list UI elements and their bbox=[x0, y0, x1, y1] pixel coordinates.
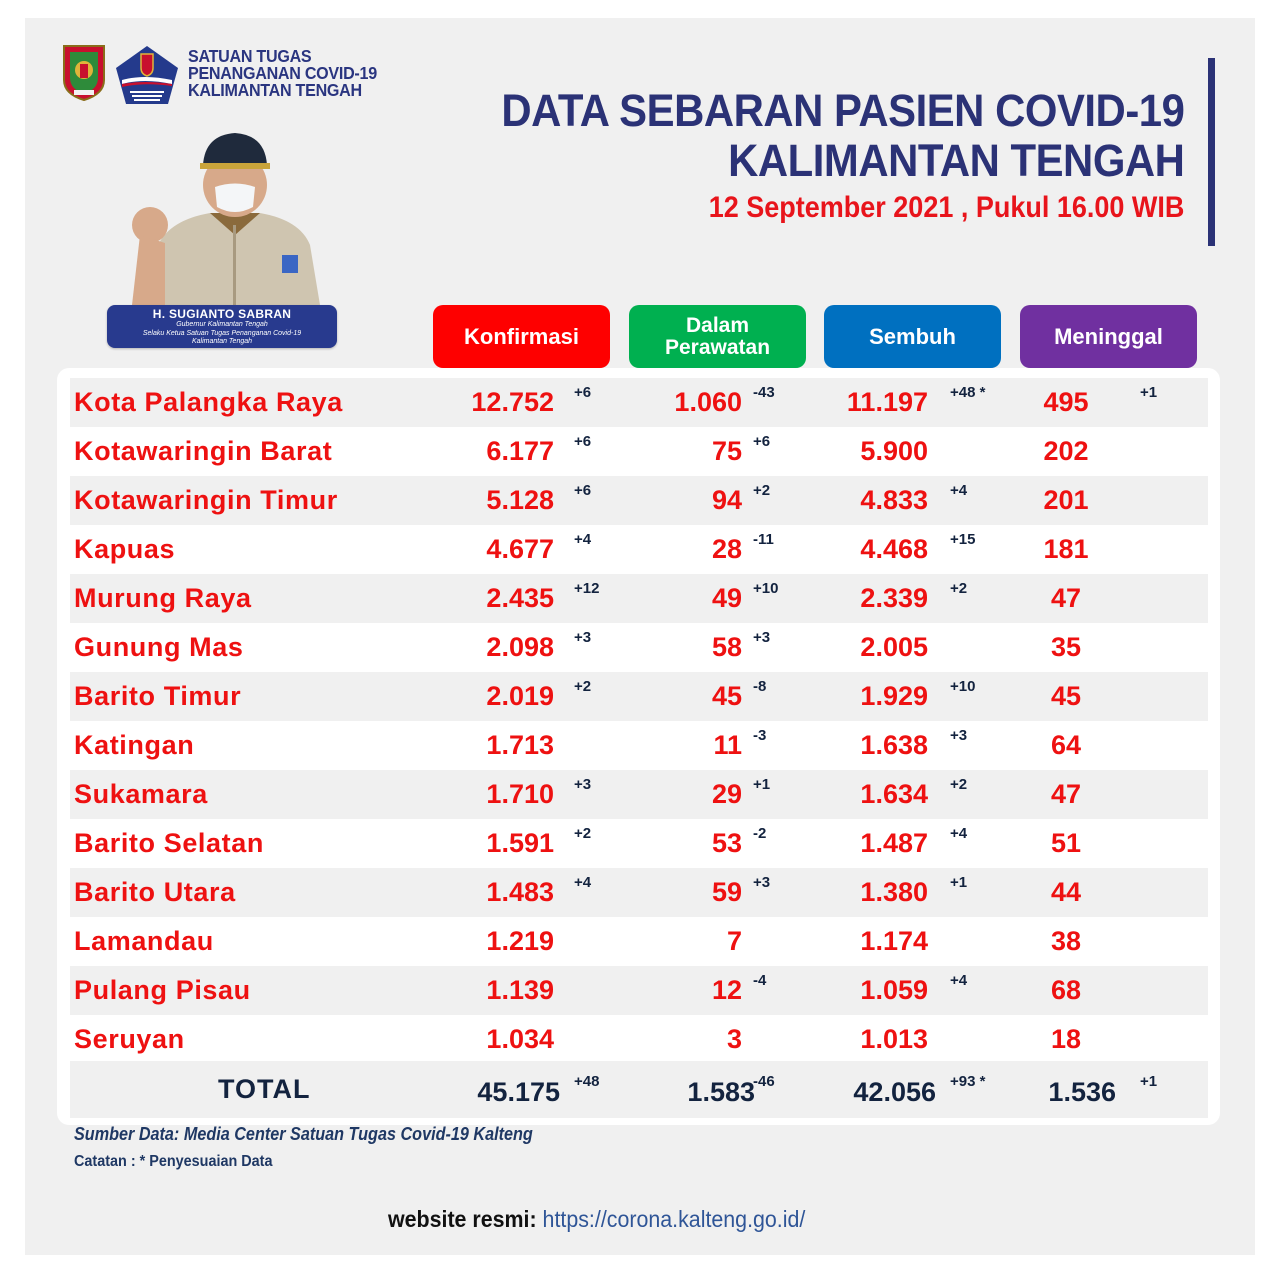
konfirmasi-value: 4.677 bbox=[486, 534, 554, 564]
perawatan-delta: +1 bbox=[753, 776, 771, 793]
perawatan-value: 29 bbox=[711, 779, 742, 809]
perawatan-delta: +10 bbox=[753, 580, 779, 597]
sembuh-value: 1.487 bbox=[860, 828, 928, 858]
konfirmasi-value: 1.710 bbox=[486, 779, 554, 809]
konfirmasi-value: 2.098 bbox=[486, 632, 554, 662]
table-row bbox=[70, 917, 1208, 966]
governor-title: Selaku Ketua Satuan Tugas Penanganan Covid-19 bbox=[142, 329, 302, 337]
total-perawatan: 1.583 bbox=[687, 1077, 755, 1107]
total-meninggal-delta: +1 bbox=[1140, 1073, 1158, 1090]
header-konfirmasi bbox=[433, 305, 610, 368]
data-note: Catatan : * Penyesuaian Data bbox=[74, 1153, 273, 1170]
title-block bbox=[450, 86, 1184, 226]
sembuh-value: 1.929 bbox=[860, 681, 928, 711]
konfirmasi-delta: +4 bbox=[574, 531, 592, 548]
table-row bbox=[70, 427, 1208, 476]
website-line bbox=[388, 1206, 805, 1233]
perawatan-delta: +2 bbox=[753, 482, 771, 499]
governor-title: Gubernur Kalimantan Tengah bbox=[176, 321, 268, 328]
perawatan-value: 75 bbox=[711, 436, 742, 466]
region-name: Kapuas bbox=[74, 534, 176, 564]
region-name: Seruyan bbox=[74, 1024, 185, 1054]
meninggal-value: 51 bbox=[1050, 828, 1082, 858]
sembuh-delta: +48 * bbox=[950, 384, 986, 401]
konfirmasi-delta: +3 bbox=[574, 629, 592, 646]
header-label-line: Dalam bbox=[685, 313, 750, 337]
region-name: Katingan bbox=[74, 730, 195, 760]
konfirmasi-delta: +3 bbox=[574, 776, 592, 793]
perawatan-delta: +6 bbox=[753, 433, 771, 450]
header-sembuh-label: Sembuh bbox=[869, 323, 956, 349]
page-subtitle: KALIMANTAN TENGAH bbox=[727, 135, 1184, 186]
governor-name: H. SUGIANTO SABRAN bbox=[152, 307, 292, 321]
region-name: Kota Palangka Raya bbox=[74, 387, 343, 417]
konfirmasi-delta: +6 bbox=[574, 433, 592, 450]
region-name: Barito Timur bbox=[74, 681, 242, 711]
meninggal-value: 18 bbox=[1050, 1024, 1082, 1054]
header-meninggal-label: Meninggal bbox=[1054, 323, 1163, 349]
total-label: TOTAL bbox=[218, 1074, 311, 1104]
sembuh-value: 1.634 bbox=[860, 779, 928, 809]
meninggal-value: 64 bbox=[1050, 730, 1082, 760]
sembuh-value: 1.638 bbox=[860, 730, 928, 760]
header-sembuh bbox=[824, 305, 1001, 368]
sembuh-delta: +2 bbox=[950, 580, 968, 597]
meninggal-delta: +1 bbox=[1140, 384, 1158, 401]
konfirmasi-value: 1.591 bbox=[486, 828, 554, 858]
region-name: Pulang Pisau bbox=[74, 975, 251, 1005]
table-row bbox=[70, 966, 1208, 1015]
table-row bbox=[70, 378, 1208, 427]
total-konfirmasi: 45.175 bbox=[477, 1077, 560, 1107]
table-row bbox=[70, 672, 1208, 721]
meninggal-value: 201 bbox=[1043, 485, 1089, 515]
total-konfirmasi-delta: +48 bbox=[574, 1073, 600, 1090]
konfirmasi-value: 6.177 bbox=[486, 436, 554, 466]
org-name bbox=[188, 48, 377, 99]
data-source: Sumber Data: Media Center Satuan Tugas Covid-19 Kalteng bbox=[74, 1124, 533, 1144]
sembuh-value: 2.005 bbox=[860, 632, 928, 662]
konfirmasi-delta: +4 bbox=[574, 874, 592, 891]
perawatan-delta: -43 bbox=[753, 384, 775, 401]
perawatan-delta: -11 bbox=[753, 531, 774, 548]
perawatan-delta: -3 bbox=[753, 727, 767, 744]
kalteng-crest-icon bbox=[60, 42, 108, 102]
perawatan-value: 53 bbox=[711, 828, 742, 858]
header-meninggal bbox=[1020, 305, 1197, 368]
governor-photo bbox=[110, 125, 360, 305]
table-row bbox=[70, 574, 1208, 623]
governor-title: Kalimantan Tengah bbox=[191, 338, 253, 345]
sembuh-delta: +10 bbox=[950, 678, 976, 695]
header-konfirmasi-label: Konfirmasi bbox=[464, 323, 579, 349]
konfirmasi-value: 1.219 bbox=[486, 926, 554, 956]
perawatan-value: 7 bbox=[726, 926, 742, 956]
konfirmasi-delta: +2 bbox=[574, 678, 592, 695]
perawatan-value: 11 bbox=[713, 730, 742, 760]
sembuh-value: 4.833 bbox=[860, 485, 928, 515]
meninggal-value: 35 bbox=[1050, 632, 1082, 662]
perawatan-delta: +3 bbox=[753, 629, 771, 646]
table-row bbox=[70, 525, 1208, 574]
perawatan-value: 49 bbox=[711, 583, 742, 613]
konfirmasi-value: 12.752 bbox=[471, 387, 554, 417]
sembuh-delta: +4 bbox=[950, 972, 968, 989]
perawatan-delta: -4 bbox=[753, 972, 767, 989]
sembuh-delta: +4 bbox=[950, 825, 968, 842]
accent-bar bbox=[1208, 58, 1215, 246]
perawatan-value: 12 bbox=[711, 975, 742, 1005]
website-link[interactable]: https://corona.kalteng.go.id/ bbox=[542, 1206, 806, 1232]
table-row bbox=[70, 770, 1208, 819]
region-name: Kotawaringin Barat bbox=[74, 436, 333, 466]
table-row bbox=[70, 1015, 1208, 1064]
org-name-line: PENANGANAN COVID-19 bbox=[188, 63, 377, 83]
table-row bbox=[70, 868, 1208, 917]
konfirmasi-value: 2.019 bbox=[486, 681, 554, 711]
meninggal-value: 68 bbox=[1050, 975, 1082, 1005]
header-label-line: Perawatan bbox=[664, 335, 771, 359]
meninggal-value: 38 bbox=[1050, 926, 1082, 956]
header-dalam-perawatan bbox=[629, 305, 806, 368]
meninggal-value: 45 bbox=[1050, 681, 1082, 711]
perawatan-value: 94 bbox=[711, 485, 742, 515]
total-meninggal: 1.536 bbox=[1048, 1077, 1116, 1107]
konfirmasi-value: 1.713 bbox=[486, 730, 554, 760]
header-dalam-perawatan-label bbox=[665, 315, 770, 359]
org-name-line: SATUAN TUGAS bbox=[188, 46, 312, 66]
sembuh-delta: +1 bbox=[950, 874, 968, 891]
report-date: 12 September 2021 , Pukul 16.00 WIB bbox=[708, 191, 1184, 224]
region-name: Gunung Mas bbox=[74, 632, 244, 662]
perawatan-value: 59 bbox=[711, 877, 742, 907]
konfirmasi-value: 1.483 bbox=[486, 877, 554, 907]
sembuh-value: 1.013 bbox=[860, 1024, 928, 1054]
konfirmasi-delta: +6 bbox=[574, 384, 592, 401]
konfirmasi-delta: +12 bbox=[574, 580, 600, 597]
total-sembuh: 42.056 bbox=[853, 1077, 936, 1107]
sembuh-value: 1.059 bbox=[860, 975, 928, 1005]
meninggal-value: 47 bbox=[1050, 583, 1082, 613]
website-label: website resmi: bbox=[388, 1206, 543, 1232]
perawatan-value: 28 bbox=[711, 534, 742, 564]
perawatan-value: 58 bbox=[711, 632, 742, 662]
table-row bbox=[70, 721, 1208, 770]
perawatan-delta: +3 bbox=[753, 874, 771, 891]
perawatan-value: 1.060 bbox=[674, 387, 742, 417]
sembuh-value: 1.380 bbox=[860, 877, 928, 907]
org-name-line: KALIMANTAN TENGAH bbox=[188, 80, 362, 100]
region-name: Barito Utara bbox=[74, 877, 236, 907]
table-row bbox=[70, 819, 1208, 868]
data-table bbox=[57, 368, 1220, 1125]
perawatan-value: 3 bbox=[726, 1024, 742, 1054]
meninggal-value: 495 bbox=[1043, 387, 1089, 417]
sembuh-value: 1.174 bbox=[860, 926, 928, 956]
region-name: Kotawaringin Timur bbox=[74, 485, 338, 515]
konfirmasi-value: 1.034 bbox=[486, 1024, 554, 1054]
perawatan-value: 45 bbox=[711, 681, 742, 711]
region-name: Sukamara bbox=[74, 779, 208, 809]
region-name: Lamandau bbox=[74, 926, 214, 956]
konfirmasi-value: 1.139 bbox=[486, 975, 554, 1005]
perawatan-delta: -8 bbox=[753, 678, 767, 695]
sembuh-value: 11.197 bbox=[846, 387, 928, 417]
sembuh-value: 4.468 bbox=[860, 534, 928, 564]
sembuh-delta: +3 bbox=[950, 727, 968, 744]
sembuh-delta: +15 bbox=[950, 531, 976, 548]
region-name: Barito Selatan bbox=[74, 828, 264, 858]
total-sembuh-delta: +93 * bbox=[950, 1073, 986, 1090]
meninggal-value: 202 bbox=[1043, 436, 1089, 466]
sembuh-delta: +2 bbox=[950, 776, 968, 793]
total-row bbox=[70, 1061, 1208, 1118]
satgas-covid19-emblem-icon bbox=[114, 44, 180, 106]
governor-nameplate bbox=[107, 305, 337, 348]
meninggal-value: 47 bbox=[1050, 779, 1082, 809]
sembuh-delta: +4 bbox=[950, 482, 968, 499]
table-row bbox=[70, 623, 1208, 672]
sembuh-value: 5.900 bbox=[860, 436, 928, 466]
konfirmasi-delta: +6 bbox=[574, 482, 592, 499]
meninggal-value: 181 bbox=[1043, 534, 1089, 564]
perawatan-delta: -2 bbox=[753, 825, 767, 842]
konfirmasi-delta: +2 bbox=[574, 825, 592, 842]
sembuh-value: 2.339 bbox=[860, 583, 928, 613]
konfirmasi-value: 2.435 bbox=[486, 583, 554, 613]
region-name: Murung Raya bbox=[74, 583, 252, 613]
konfirmasi-value: 5.128 bbox=[486, 485, 554, 515]
meninggal-value: 44 bbox=[1050, 877, 1082, 907]
table-row bbox=[70, 476, 1208, 525]
total-perawatan-delta: -46 bbox=[753, 1073, 775, 1090]
page-title: DATA SEBARAN PASIEN COVID-19 bbox=[500, 85, 1184, 136]
